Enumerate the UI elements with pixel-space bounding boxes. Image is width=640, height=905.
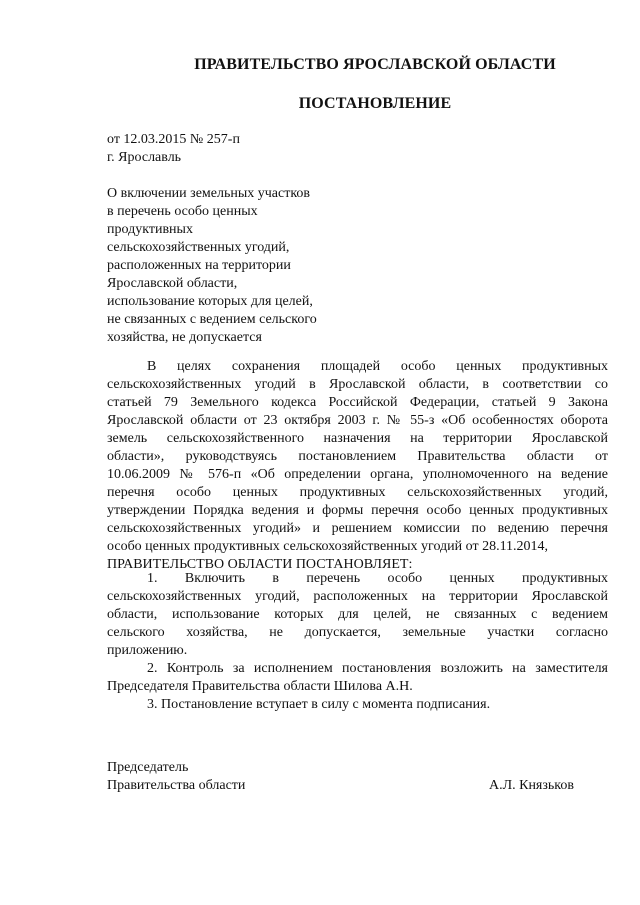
subject-line: расположенных на территории (107, 258, 291, 273)
item-1-line: 1. Включить в перечень особо ценных продуктивных (147, 571, 608, 586)
preamble-paragraph (107, 358, 608, 574)
government-heading: ПРАВИТЕЛЬСТВО ЯРОСЛАВСКОЙ ОБЛАСТИ (194, 56, 556, 73)
signatory-title-line-2: Правительства области (107, 778, 246, 793)
item-1-paragraph (107, 570, 608, 660)
subject-line: в перечень особо ценных (107, 204, 258, 219)
item-2-line: Председателя Правительства области Шилова А.Н. (107, 679, 413, 694)
preamble-line: особо ценных продуктивных сельскохозяйственных угодий от 28.11.2014, (107, 539, 549, 554)
item-1-line: области, использование которых для целей, не связанных с ведением (107, 607, 608, 622)
signatory-title-line-1: Председатель (107, 760, 189, 775)
subject-line: использование которых для целей, (107, 294, 313, 309)
preamble-line: В целях сохранения площадей особо ценных продуктивных (147, 359, 608, 374)
signatory-name: А.Л. Князьков (489, 778, 574, 793)
item-2-line: 2. Контроль за исполнением постановления возложить на заместителя (147, 661, 608, 676)
subject-line: Ярославской области, (107, 276, 238, 291)
item-1-line: сельскохозяйственных угодий, расположенных на территории Ярославской (107, 589, 608, 604)
item-3-paragraph (107, 696, 608, 714)
preamble-line: перечня особо ценных продуктивных сельскохозяйственных угодий, (107, 485, 608, 500)
preamble-line: сельскохозяйственных угодий» и решением комиссии по ведению перечня (107, 521, 608, 536)
resolves-line: ПРАВИТЕЛЬСТВО ОБЛАСТИ ПОСТАНОВЛЯЕТ: (107, 557, 413, 572)
subject-line: продуктивных (107, 222, 193, 237)
subject-line: сельскохозяйственных угодий, (107, 240, 290, 255)
item-2-paragraph (107, 660, 608, 696)
preamble-line: сельскохозяйственных угодий в Ярославской области, в соответствии со (107, 377, 608, 392)
city: г. Ярославль (107, 150, 182, 165)
preamble-line: утверждении Порядка ведения и формы перечня особо ценных продуктивных (107, 503, 608, 518)
date-number: от 12.03.2015 № 257-п (107, 132, 240, 147)
preamble-line: статьей 79 Земельного кодекса Российской Федерации, статьей 9 Закона (107, 395, 608, 410)
subject-line: не связанных с ведением сельского (107, 312, 317, 327)
item-1-line: сельского хозяйства, не допускается, земельные участки согласно (107, 625, 608, 640)
item-1-line: приложению. (107, 643, 188, 658)
subject-line: хозяйства, не допускается (107, 330, 262, 345)
item-3-line: 3. Постановление вступает в силу с момента подписания. (147, 697, 491, 712)
subject-line: О включении земельных участков (107, 186, 311, 201)
preamble-line: земель сельскохозяйственного назначения на территории Ярославской (107, 431, 608, 446)
document-type-heading: ПОСТАНОВЛЕНИЕ (298, 95, 452, 112)
preamble-line: 10.06.2009 № 576-п «Об определении органа, уполномоченного на ведение (107, 467, 608, 482)
preamble-line: Ярославской области от 23 октября 2003 г. № 55-з «Об особенностях оборота (107, 413, 608, 428)
preamble-line: области», руководствуясь постановлением Правительства области от (107, 449, 608, 464)
